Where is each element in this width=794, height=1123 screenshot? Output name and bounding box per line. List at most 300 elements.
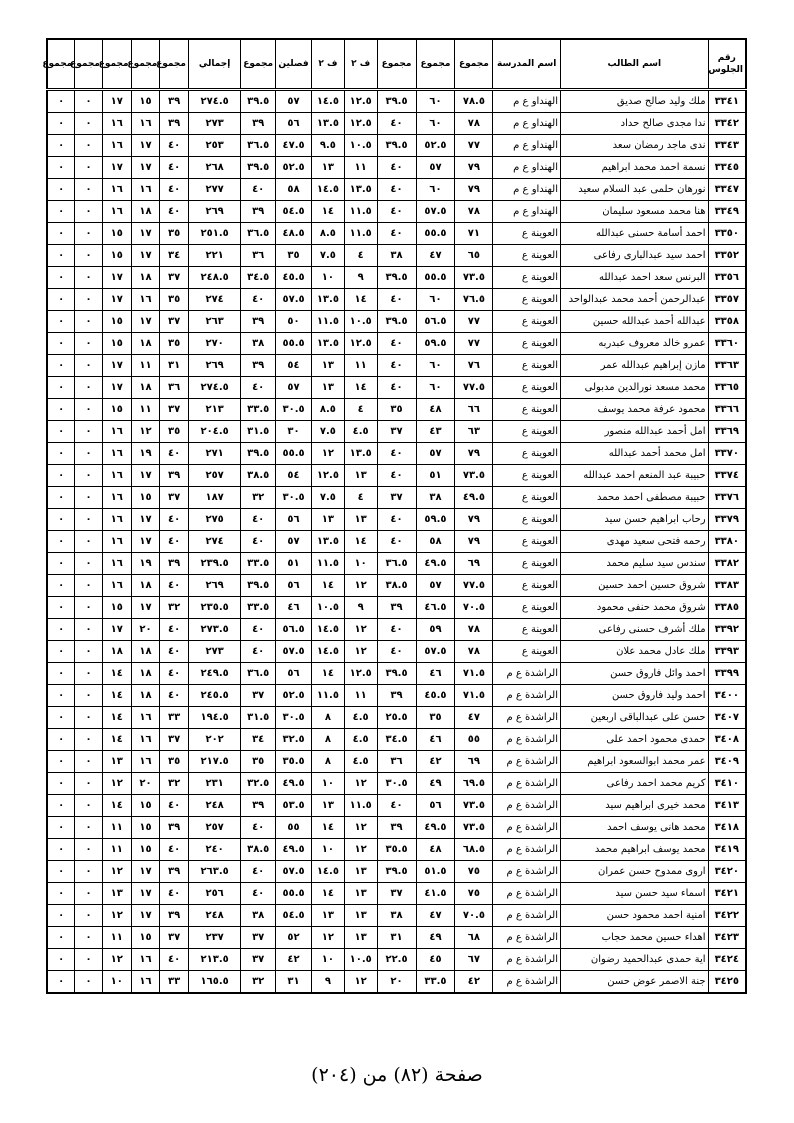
cell-total-4: ٣٩.٥	[241, 443, 276, 465]
cell-total-3: ٤٠	[377, 443, 416, 465]
cell-total-9: ٠	[47, 751, 75, 773]
cell-seat-number: ٣٣٥٦	[708, 267, 746, 289]
cell-term2-b: ١٤.٥	[311, 641, 344, 663]
cell-seat-number: ٣٣٥٧	[708, 289, 746, 311]
cell-term2-b: ١٠	[311, 267, 344, 289]
cell-term2-a: ١٢	[344, 839, 377, 861]
cell-term2-a: ١٢	[344, 575, 377, 597]
cell-student-name: محمد يوسف ابراهيم محمد	[561, 839, 709, 861]
cell-total-9: ٠	[47, 619, 75, 641]
col-header-term2-a: ف ٢	[344, 39, 377, 90]
cell-school-name: الراشدة ع م	[493, 905, 561, 927]
table-row	[47, 619, 746, 641]
cell-total-5: ٣٧	[160, 927, 189, 949]
cell-seat-number: ٣٣٨٢	[708, 553, 746, 575]
table-row	[47, 267, 746, 289]
cell-term2-b: ١٣.٥	[311, 113, 344, 135]
cell-term2-a: ١٣	[344, 883, 377, 905]
cell-total-5: ٤٠	[160, 663, 189, 685]
cell-grand-total: ٢٦٣	[189, 311, 241, 333]
cell-total-4: ٣٨	[241, 905, 276, 927]
cell-seat-number: ٣٣٧٤	[708, 465, 746, 487]
cell-term2-a: ١٠.٥	[344, 311, 377, 333]
cell-school-name: العوينة ع	[493, 333, 561, 355]
cell-seat-number: ٣٣٥٨	[708, 311, 746, 333]
cell-total-4: ٣٦.٥	[241, 135, 276, 157]
table-row	[47, 399, 746, 421]
cell-total-6: ١٥	[131, 817, 160, 839]
cell-total-2: ٤٥.٥	[416, 685, 455, 707]
cell-grand-total: ٢٧٤	[189, 289, 241, 311]
cell-total-5: ٤٠	[160, 135, 189, 157]
cell-total-8: ٠	[75, 135, 103, 157]
cell-total-6: ١٦	[131, 707, 160, 729]
cell-total-2: ٥٨	[416, 531, 455, 553]
cell-total-2: ٤٩	[416, 773, 455, 795]
cell-total-4: ٣٢	[241, 971, 276, 994]
cell-total-3: ٤٠	[377, 113, 416, 135]
cell-term2-a: ١١	[344, 685, 377, 707]
cell-student-name: نسمة احمد محمد ابراهيم	[561, 157, 709, 179]
cell-grand-total: ٢٦٣.٥	[189, 861, 241, 883]
cell-total-2: ٦٠	[416, 289, 455, 311]
cell-total-4: ٣٩	[241, 113, 276, 135]
cell-school-name: العوينة ع	[493, 553, 561, 575]
cell-total-5: ٤٠	[160, 531, 189, 553]
results-body	[47, 90, 746, 994]
cell-total-2: ٥٦	[416, 795, 455, 817]
cell-total-7: ١٥	[102, 223, 131, 245]
cell-grand-total: ٢١٣.٥	[189, 949, 241, 971]
cell-school-name: العوينة ع	[493, 531, 561, 553]
table-row	[47, 157, 746, 179]
cell-total-4: ٣٩	[241, 311, 276, 333]
table-row	[47, 245, 746, 267]
cell-total-2: ٥٩	[416, 619, 455, 641]
cell-total-1: ٧٨.٥	[455, 90, 493, 113]
cell-grand-total: ٢٧٠	[189, 333, 241, 355]
cell-two-terms: ٤٦	[276, 597, 312, 619]
cell-total-3: ٤٠	[377, 531, 416, 553]
cell-total-5: ٣٧	[160, 399, 189, 421]
cell-total-2: ٣٥	[416, 707, 455, 729]
cell-seat-number: ٣٣٤١	[708, 90, 746, 113]
cell-total-5: ٣٥	[160, 421, 189, 443]
cell-seat-number: ٣٣٩٣	[708, 641, 746, 663]
cell-total-6: ١٧	[131, 597, 160, 619]
table-row	[47, 927, 746, 949]
cell-total-3: ٣٧	[377, 487, 416, 509]
cell-total-9: ٠	[47, 773, 75, 795]
cell-term2-a: ١٢	[344, 619, 377, 641]
table-row	[47, 355, 746, 377]
cell-total-4: ٣٩.٥	[241, 575, 276, 597]
cell-term2-b: ١٠.٥	[311, 597, 344, 619]
cell-total-8: ٠	[75, 751, 103, 773]
cell-total-7: ١٦	[102, 575, 131, 597]
cell-total-9: ٠	[47, 949, 75, 971]
cell-total-2: ٥١.٥	[416, 861, 455, 883]
cell-total-9: ٠	[47, 421, 75, 443]
cell-grand-total: ٢٥٣	[189, 135, 241, 157]
cell-total-6: ١٩	[131, 553, 160, 575]
cell-term2-b: ١٣	[311, 355, 344, 377]
table-row	[47, 971, 746, 994]
cell-total-7: ١٦	[102, 509, 131, 531]
cell-total-5: ٤٠	[160, 157, 189, 179]
cell-total-1: ٦٥	[455, 245, 493, 267]
cell-total-6: ١٧	[131, 311, 160, 333]
cell-total-4: ٤٠	[241, 377, 276, 399]
cell-total-2: ٥٧	[416, 443, 455, 465]
cell-total-6: ١٧	[131, 223, 160, 245]
cell-total-1: ٧٧.٥	[455, 377, 493, 399]
cell-total-6: ١٧	[131, 245, 160, 267]
cell-term2-b: ١٠	[311, 839, 344, 861]
cell-total-5: ٣٩	[160, 113, 189, 135]
cell-total-7: ١٥	[102, 399, 131, 421]
cell-total-8: ٠	[75, 949, 103, 971]
cell-grand-total: ٢٥١.٥	[189, 223, 241, 245]
cell-total-8: ٠	[75, 289, 103, 311]
cell-term2-b: ٨	[311, 729, 344, 751]
cell-student-name: حسن على عبدالباقى اربعين	[561, 707, 709, 729]
cell-total-2: ٤٩.٥	[416, 553, 455, 575]
cell-total-9: ٠	[47, 399, 75, 421]
cell-total-6: ١٧	[131, 883, 160, 905]
cell-term2-b: ١٣.٥	[311, 531, 344, 553]
cell-total-3: ٢٢.٥	[377, 949, 416, 971]
cell-grand-total: ٢٧١	[189, 443, 241, 465]
cell-student-name: محمد مسعد نورالدين مدبولى	[561, 377, 709, 399]
cell-total-4: ٣٧	[241, 685, 276, 707]
cell-total-1: ٧٣.٥	[455, 465, 493, 487]
cell-seat-number: ٣٤١٣	[708, 795, 746, 817]
cell-two-terms: ٥٤.٥	[276, 905, 312, 927]
cell-total-2: ٤٦.٥	[416, 597, 455, 619]
cell-total-9: ٠	[47, 575, 75, 597]
table-row	[47, 509, 746, 531]
cell-total-4: ٤٠	[241, 861, 276, 883]
cell-total-1: ٧٨	[455, 113, 493, 135]
cell-total-5: ٣٩	[160, 861, 189, 883]
cell-total-2: ٤٢	[416, 751, 455, 773]
cell-term2-b: ١٤.٥	[311, 90, 344, 113]
cell-seat-number: ٣٣٦٣	[708, 355, 746, 377]
cell-seat-number: ٣٤٠٧	[708, 707, 746, 729]
cell-total-8: ٠	[75, 267, 103, 289]
cell-two-terms: ٥٣.٥	[276, 795, 312, 817]
cell-total-6: ٢٠	[131, 619, 160, 641]
cell-seat-number: ٣٣٤٢	[708, 113, 746, 135]
cell-total-9: ٠	[47, 971, 75, 994]
cell-total-4: ٣٣.٥	[241, 597, 276, 619]
cell-total-5: ٤٠	[160, 619, 189, 641]
col-header-seat-number: رقم الجلوس	[708, 39, 746, 90]
cell-total-7: ١٣	[102, 883, 131, 905]
cell-seat-number: ٣٣٦٥	[708, 377, 746, 399]
cell-total-9: ٠	[47, 509, 75, 531]
cell-total-5: ٣٩	[160, 465, 189, 487]
cell-total-1: ٦٨	[455, 927, 493, 949]
cell-total-1: ٧٥	[455, 883, 493, 905]
cell-school-name: العوينة ع	[493, 355, 561, 377]
col-header-total-6: مجموع	[131, 39, 160, 90]
cell-total-8: ٠	[75, 641, 103, 663]
cell-two-terms: ٤٧.٥	[276, 135, 312, 157]
cell-school-name: العوينة ع	[493, 487, 561, 509]
cell-student-name: رحمه فتحى سعيد مهدى	[561, 531, 709, 553]
col-header-total-2: مجموع	[416, 39, 455, 90]
cell-term2-b: ١٤.٥	[311, 861, 344, 883]
cell-total-3: ٣٦.٥	[377, 553, 416, 575]
cell-total-9: ٠	[47, 465, 75, 487]
cell-student-name: حبيبة مصطفى احمد محمد	[561, 487, 709, 509]
cell-term2-b: ٧.٥	[311, 487, 344, 509]
cell-total-9: ٠	[47, 905, 75, 927]
cell-total-4: ٣٦.٥	[241, 223, 276, 245]
cell-term2-b: ١٠	[311, 773, 344, 795]
cell-total-3: ٣٨	[377, 245, 416, 267]
cell-total-2: ٦٠	[416, 377, 455, 399]
cell-total-4: ٤٠	[241, 619, 276, 641]
cell-total-4: ٤٠	[241, 641, 276, 663]
cell-total-4: ٣٤	[241, 729, 276, 751]
cell-total-7: ١٤	[102, 685, 131, 707]
cell-seat-number: ٣٤١٨	[708, 817, 746, 839]
cell-total-7: ١٧	[102, 157, 131, 179]
cell-two-terms: ٥٦	[276, 663, 312, 685]
cell-total-9: ٠	[47, 355, 75, 377]
cell-total-1: ٧٩	[455, 179, 493, 201]
cell-total-7: ١٦	[102, 113, 131, 135]
cell-total-5: ٣٥	[160, 751, 189, 773]
cell-student-name: كريم محمد احمد رفاعى	[561, 773, 709, 795]
cell-total-1: ٧١	[455, 223, 493, 245]
cell-student-name: احمد وائل فاروق حسن	[561, 663, 709, 685]
cell-total-4: ٣٣.٥	[241, 553, 276, 575]
cell-total-5: ٣٧	[160, 267, 189, 289]
cell-total-1: ٧٨	[455, 619, 493, 641]
cell-total-9: ٠	[47, 531, 75, 553]
cell-total-1: ٦٣	[455, 421, 493, 443]
cell-two-terms: ٥٤.٥	[276, 201, 312, 223]
table-row	[47, 531, 746, 553]
cell-total-5: ٣٥	[160, 333, 189, 355]
cell-total-9: ٠	[47, 377, 75, 399]
cell-total-9: ٠	[47, 817, 75, 839]
col-header-school-name: اسم المدرسة	[493, 39, 561, 90]
cell-total-5: ٣٤	[160, 245, 189, 267]
cell-total-9: ٠	[47, 289, 75, 311]
cell-student-name: ملك وليد صالح صديق	[561, 90, 709, 113]
cell-student-name: اسماء سيد حسن سيد	[561, 883, 709, 905]
cell-total-1: ٧٩	[455, 157, 493, 179]
cell-total-5: ٤٠	[160, 509, 189, 531]
cell-total-4: ٣٧	[241, 927, 276, 949]
cell-seat-number: ٣٣٥٠	[708, 223, 746, 245]
cell-student-name: عبدالله أحمد عبدالله حسين	[561, 311, 709, 333]
cell-total-3: ٤٠	[377, 509, 416, 531]
cell-total-9: ٠	[47, 795, 75, 817]
cell-grand-total: ٢٦٨	[189, 157, 241, 179]
cell-term2-a: ١٢	[344, 773, 377, 795]
cell-total-3: ٤٠	[377, 355, 416, 377]
cell-total-2: ٤٧	[416, 905, 455, 927]
cell-total-4: ٣١.٥	[241, 421, 276, 443]
cell-total-6: ١٨	[131, 641, 160, 663]
cell-total-6: ١٥	[131, 90, 160, 113]
cell-total-4: ٤٠	[241, 179, 276, 201]
cell-total-8: ٠	[75, 465, 103, 487]
cell-seat-number: ٣٤١٠	[708, 773, 746, 795]
cell-total-8: ٠	[75, 817, 103, 839]
cell-total-7: ١٤	[102, 663, 131, 685]
cell-two-terms: ٣٢.٥	[276, 729, 312, 751]
cell-total-3: ٣٩.٥	[377, 135, 416, 157]
cell-total-5: ٣٧	[160, 311, 189, 333]
cell-grand-total: ٢٣١	[189, 773, 241, 795]
cell-total-2: ٤٧	[416, 245, 455, 267]
cell-grand-total: ٢٠٢	[189, 729, 241, 751]
cell-student-name: شروق حسين احمد حسين	[561, 575, 709, 597]
cell-school-name: الهنداو ع م	[493, 157, 561, 179]
col-header-student-name: اسم الطالب	[561, 39, 709, 90]
cell-total-2: ٦٠	[416, 179, 455, 201]
cell-total-2: ٥٧.٥	[416, 641, 455, 663]
cell-total-1: ٦٨.٥	[455, 839, 493, 861]
cell-total-9: ٠	[47, 333, 75, 355]
results-table	[42, 38, 747, 994]
cell-school-name: العوينة ع	[493, 619, 561, 641]
cell-two-terms: ٣٥.٥	[276, 751, 312, 773]
cell-total-4: ٣٨.٥	[241, 839, 276, 861]
cell-total-1: ٦٦	[455, 399, 493, 421]
cell-total-4: ٣٧	[241, 949, 276, 971]
cell-total-1: ٦٧	[455, 949, 493, 971]
cell-total-8: ٠	[75, 619, 103, 641]
cell-term2-a: ١٤	[344, 289, 377, 311]
cell-total-7: ١٥	[102, 245, 131, 267]
cell-total-1: ٥٥	[455, 729, 493, 751]
cell-student-name: حمدى محمود احمد على	[561, 729, 709, 751]
cell-seat-number: ٣٣٧٩	[708, 509, 746, 531]
cell-total-6: ١١	[131, 355, 160, 377]
cell-student-name: محمد هانى يوسف احمد	[561, 817, 709, 839]
cell-two-terms: ٥٨	[276, 179, 312, 201]
cell-student-name: سندس سيد سليم محمد	[561, 553, 709, 575]
cell-term2-a: ١٢.٥	[344, 113, 377, 135]
cell-grand-total: ٢٤٥.٥	[189, 685, 241, 707]
cell-total-5: ٣٣	[160, 971, 189, 994]
cell-two-terms: ٤٨.٥	[276, 223, 312, 245]
cell-student-name: اروى ممدوح حسن عمران	[561, 861, 709, 883]
cell-total-3: ٣٨.٥	[377, 575, 416, 597]
cell-grand-total: ٢٣٥.٥	[189, 597, 241, 619]
cell-total-1: ٤٩.٥	[455, 487, 493, 509]
cell-total-8: ٠	[75, 839, 103, 861]
cell-term2-a: ١٢	[344, 971, 377, 994]
table-row	[47, 729, 746, 751]
cell-total-2: ٥٩.٥	[416, 333, 455, 355]
cell-total-9: ٠	[47, 685, 75, 707]
cell-term2-a: ١٤	[344, 377, 377, 399]
cell-total-1: ٧٧.٥	[455, 575, 493, 597]
cell-term2-b: ٩	[311, 971, 344, 994]
cell-total-4: ٤٠	[241, 531, 276, 553]
table-row	[47, 817, 746, 839]
cell-grand-total: ٢٤٨.٥	[189, 267, 241, 289]
cell-total-5: ٤٠	[160, 179, 189, 201]
cell-total-3: ٣٥	[377, 399, 416, 421]
cell-total-8: ٠	[75, 971, 103, 994]
cell-term2-a: ١٣.٥	[344, 179, 377, 201]
cell-school-name: الراشدة ع م	[493, 971, 561, 994]
cell-total-3: ٤٠	[377, 201, 416, 223]
cell-term2-a: ١١.٥	[344, 201, 377, 223]
cell-term2-b: ١٤	[311, 575, 344, 597]
cell-term2-a: ١٢.٥	[344, 663, 377, 685]
cell-total-7: ١٤	[102, 707, 131, 729]
cell-two-terms: ٥٦.٥	[276, 619, 312, 641]
cell-total-7: ١٤	[102, 729, 131, 751]
cell-student-name: البرنس سعد احمد عبدالله	[561, 267, 709, 289]
cell-two-terms: ٤٥.٥	[276, 267, 312, 289]
cell-term2-b: ٧.٥	[311, 245, 344, 267]
cell-term2-a: ٩	[344, 597, 377, 619]
cell-total-4: ٤٠	[241, 509, 276, 531]
cell-total-2: ٦٠	[416, 113, 455, 135]
cell-total-2: ٤٦	[416, 663, 455, 685]
cell-term2-b: ١٣	[311, 157, 344, 179]
cell-term2-b: ١٣	[311, 509, 344, 531]
cell-total-6: ١٨	[131, 685, 160, 707]
cell-two-terms: ٣١	[276, 971, 312, 994]
cell-grand-total: ٢٥٧	[189, 817, 241, 839]
cell-term2-a: ٤.٥	[344, 421, 377, 443]
cell-term2-a: ٤	[344, 245, 377, 267]
cell-total-2: ٥١	[416, 465, 455, 487]
cell-total-4: ٣٦.٥	[241, 663, 276, 685]
cell-term2-b: ١٤	[311, 201, 344, 223]
table-row	[47, 421, 746, 443]
table-row	[47, 465, 746, 487]
cell-total-6: ١٧	[131, 905, 160, 927]
cell-total-2: ٦٠	[416, 90, 455, 113]
cell-grand-total: ٢٣٩.٥	[189, 553, 241, 575]
cell-seat-number: ٣٣٤٣	[708, 135, 746, 157]
cell-student-name: اية حمدى عبدالحميد رضوان	[561, 949, 709, 971]
cell-total-6: ١٨	[131, 201, 160, 223]
cell-term2-b: ١١.٥	[311, 685, 344, 707]
cell-school-name: الراشدة ع م	[493, 729, 561, 751]
table-row	[47, 795, 746, 817]
cell-total-6: ١٦	[131, 729, 160, 751]
cell-total-8: ٠	[75, 179, 103, 201]
cell-total-6: ١٨	[131, 377, 160, 399]
cell-total-3: ٢٠	[377, 971, 416, 994]
cell-total-8: ٠	[75, 553, 103, 575]
cell-two-terms: ٥٧.٥	[276, 861, 312, 883]
cell-total-5: ٤٠	[160, 641, 189, 663]
cell-total-7: ١١	[102, 839, 131, 861]
table-row	[47, 135, 746, 157]
cell-total-8: ٠	[75, 531, 103, 553]
cell-total-8: ٠	[75, 443, 103, 465]
cell-total-9: ٠	[47, 641, 75, 663]
cell-student-name: احمد أسامة حسنى عبدالله	[561, 223, 709, 245]
cell-seat-number: ٣٣٨٥	[708, 597, 746, 619]
